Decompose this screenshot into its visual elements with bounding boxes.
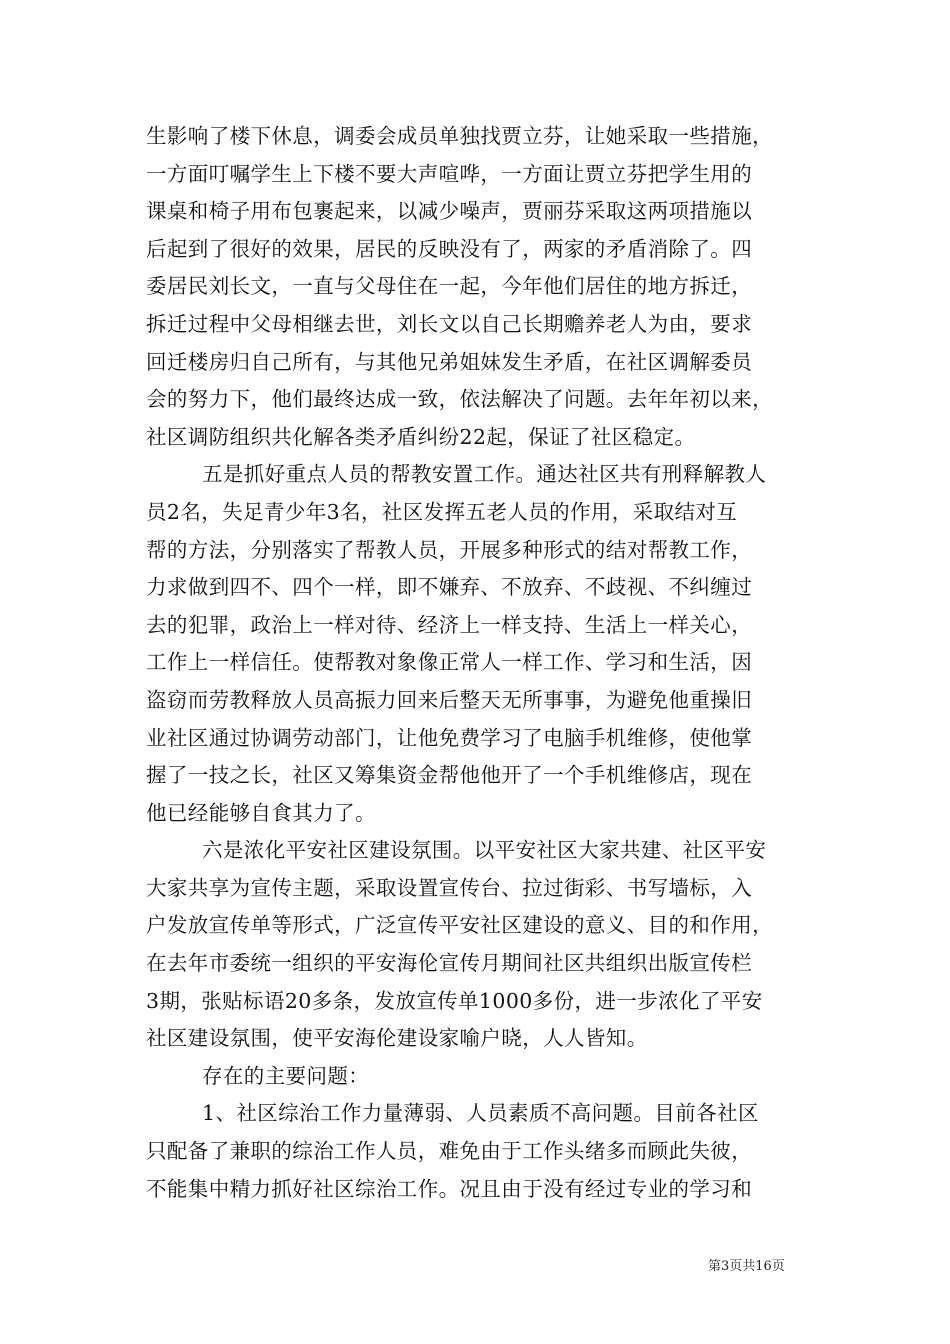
text-line: 委居民刘长文，一直与父母住在一起，今年他们居住的地方拆迁， [146, 274, 753, 299]
text-line: 只配备了兼职的综治工作人员，难免由于工作头绪多而顾此失彼， [146, 1139, 753, 1164]
text-line: 社区建设氛围，使平安海伦建设家喻户晓，人人皆知。 [146, 1026, 648, 1051]
text-line: 户发放宣传单等形式，广泛宣传平安社区建设的意义、目的和作用， [146, 913, 773, 938]
section-heading-line: 存在的主要问题： [202, 1063, 370, 1088]
text-line: 一方面叮嘱学生上下楼不要大声喧哗，一方面让贾立芬把学生用的 [146, 161, 753, 186]
text-line: 生影响了楼下休息，调委会成员单独找贾立芬，让她采取一些措施， [146, 124, 773, 148]
text-line: 会的努力下，他们最终达成一致，依法解决了问题。去年年初以来， [146, 387, 773, 412]
text-line: 握了一技之长，社区又筹集资金帮他他开了一个手机维修店，现在 [146, 763, 753, 788]
text-line: 3期，张贴标语20多条，发放宣传单1000多份，进一步浓化了平安 [146, 988, 763, 1013]
page-number-footer: 第3页共16页 [708, 1259, 785, 1274]
text-line: 他已经能够自食其力了。 [146, 800, 376, 825]
paragraph-start-line: 五是抓好重点人员的帮教安置工作。通达社区共有刑释解教人 [202, 462, 767, 487]
document-body [146, 118, 808, 1208]
text-line: 大家共享为宣传主题，采取设置宣传台、拉过街彩、书写墙标，入 [146, 875, 753, 900]
text-line: 在去年市委统一组织的平安海伦宣传月期间社区共组织出版宣传栏 [146, 951, 753, 976]
text-line: 业社区通过协调劳动部门，让他免费学习了电脑手机维修，使他掌 [146, 725, 753, 750]
paragraph-start-line: 1、社区综治工作力量薄弱、人员素质不高问题。目前各社区 [202, 1101, 759, 1126]
text-line: 社区调防组织共化解各类矛盾纠纷22起，保证了社区稳定。 [146, 424, 696, 449]
paragraph-start-line: 六是浓化平安社区建设氛围。以平安社区大家共建、社区平安 [202, 838, 767, 863]
text-line: 员2名，失足青少年3名，社区发挥五老人员的作用，采取结对互 [146, 499, 738, 524]
text-line: 回迁楼房归自己所有，与其他兄弟姐妹发生矛盾，在社区调解委员 [146, 349, 753, 374]
text-line: 盗窃而劳教释放人员高振力回来后整天无所事事，为避免他重操旧 [146, 687, 753, 712]
text-line: 后起到了很好的效果，居民的反映没有了，两家的矛盾消除了。四 [146, 236, 753, 261]
text-line: 拆迁过程中父母相继去世，刘长文以自己长期赡养老人为由，要求 [146, 311, 753, 336]
text-line: 帮的方法，分别落实了帮教人员，开展多种形式的结对帮教工作， [146, 537, 753, 562]
text-line: 不能集中精力抓好社区综治工作。况且由于没有经过专业的学习和 [146, 1176, 753, 1201]
text-line: 课桌和椅子用布包裹起来，以减少噪声，贾丽芬采取这两项措施以 [146, 199, 753, 224]
text-line: 力求做到四不、四个一样，即不嫌弃、不放弃、不歧视、不纠缠过 [146, 575, 753, 600]
text-line: 去的犯罪，政治上一样对待、经济上一样支持、生活上一样关心， [146, 612, 753, 637]
text-line: 工作上一样信任。使帮教对象像正常人一样工作、学习和生活，因 [146, 650, 753, 675]
